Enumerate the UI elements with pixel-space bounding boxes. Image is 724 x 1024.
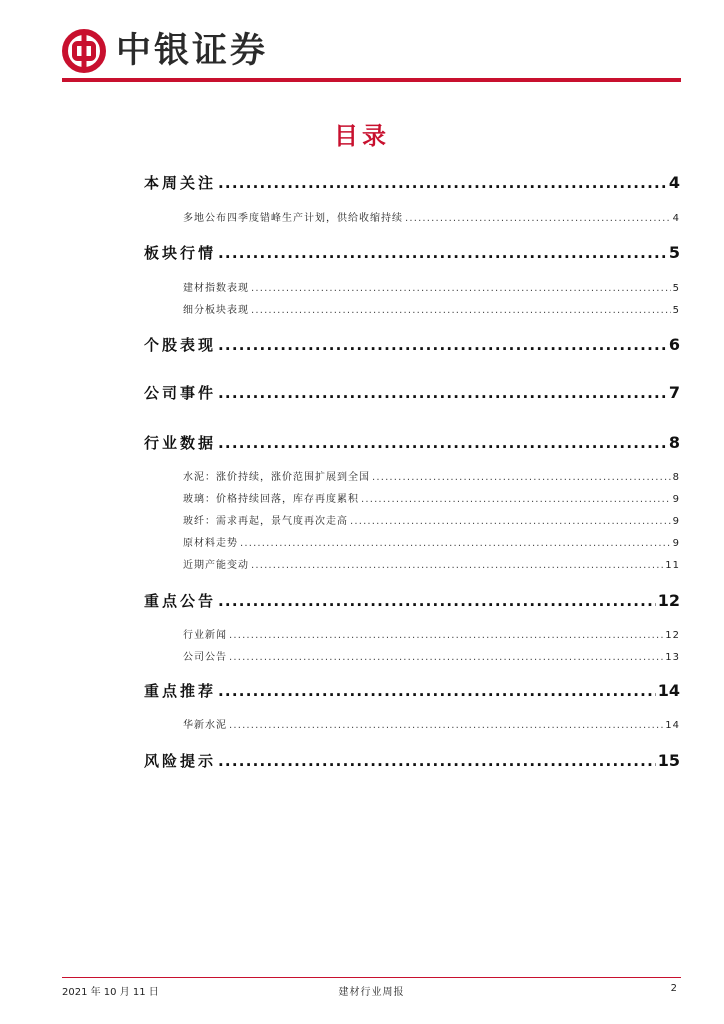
entry-label: 行业数据 [144,434,217,452]
entry-label: 板块行情 [144,244,217,262]
entry-page-number: 7 [668,383,680,402]
entry-page-number: 6 [668,335,680,354]
page-number: 2 [670,983,677,994]
entry-label: 原材料走势 [183,538,238,549]
dot-leader [361,494,671,505]
entry-page-number: 9 [672,494,680,505]
toc-entry-section[interactable] [144,242,680,263]
dot-leader [218,682,656,700]
entry-page-number: 5 [672,283,680,294]
entry-label: 细分板块表现 [183,305,249,316]
footer-divider [62,977,681,978]
entry-page-number: 14 [657,681,680,700]
report-type: 建材行业周报 [338,987,405,998]
dot-leader [218,434,667,452]
toc-entry-subsection[interactable] [183,512,680,527]
entry-label: 公司事件 [144,384,217,402]
toc-entry-subsection[interactable] [183,468,680,483]
entry-label: 重点推荐 [144,682,217,700]
entry-label: 玻璃：价格持续回落，库存再度累积 [183,494,359,505]
toc-entry-subsection[interactable] [183,279,680,294]
brand-name: 中银证券 [116,30,269,71]
entry-page-number: 4 [668,173,680,192]
dot-leader [218,384,667,402]
dot-leader [218,336,667,354]
entry-label: 重点公告 [144,592,217,610]
toc-entry-section[interactable] [144,590,680,611]
entry-page-number: 14 [665,720,680,731]
dot-leader [405,213,671,224]
entry-label: 公司公告 [183,652,227,663]
toc-entry-section[interactable] [144,432,680,453]
page-footer [62,983,681,999]
toc-entry-subsection[interactable] [183,209,680,224]
dot-leader [350,516,671,527]
entry-page-number: 15 [657,751,680,770]
report-date: 2021 年 10 月 11 日 [62,987,159,998]
toc-title: 目录 [334,122,390,150]
toc-entry-section[interactable] [144,334,680,355]
dot-leader [218,174,667,192]
dot-leader [229,630,663,641]
entry-page-number: 5 [672,305,680,316]
entry-page-number: 12 [657,591,680,610]
entry-page-number: 8 [668,433,680,452]
entry-page-number: 9 [672,516,680,527]
entry-label: 水泥：涨价持续，涨价范围扩展到全国 [183,472,370,483]
entry-label: 华新水泥 [183,720,227,731]
entry-page-number: 12 [665,630,680,641]
toc-entry-section[interactable] [144,382,680,403]
dot-leader [251,560,663,571]
entry-page-number: 11 [665,560,680,571]
toc-entry-subsection[interactable] [183,626,680,641]
toc-entry-subsection[interactable] [183,716,680,731]
bank-of-china-logo-icon [62,29,106,73]
entry-label: 风险提示 [144,752,217,770]
entry-label: 个股表现 [144,336,217,354]
dot-leader [240,538,671,549]
report-header [62,28,268,74]
entry-page-number: 4 [672,213,680,224]
dot-leader [218,244,667,262]
dot-leader [229,720,663,731]
entry-page-number: 9 [672,538,680,549]
toc-entry-subsection[interactable] [183,648,680,663]
toc-entry-subsection[interactable] [183,556,680,571]
dot-leader [229,652,663,663]
entry-label: 近期产能变动 [183,560,249,571]
entry-label: 建材指数表现 [183,283,249,294]
entry-page-number: 8 [672,472,680,483]
toc-entry-section[interactable] [144,680,680,701]
entry-page-number: 5 [668,243,680,262]
entry-label: 本周关注 [144,174,217,192]
dot-leader [251,283,671,294]
entry-label: 玻纤：需求再起，景气度再次走高 [183,516,348,527]
toc-entry-subsection[interactable] [183,490,680,505]
toc-entry-section[interactable] [144,172,680,193]
toc-entry-section[interactable] [144,750,680,771]
entry-label: 行业新闻 [183,630,227,641]
toc-entry-subsection[interactable] [183,534,680,549]
dot-leader [218,752,656,770]
header-divider [62,78,681,82]
toc-entry-subsection[interactable] [183,301,680,316]
entry-page-number: 13 [665,652,680,663]
dot-leader [218,592,656,610]
dot-leader [372,472,671,483]
dot-leader [251,305,671,316]
entry-label: 多地公布四季度错峰生产计划，供给收缩持续 [183,213,403,224]
